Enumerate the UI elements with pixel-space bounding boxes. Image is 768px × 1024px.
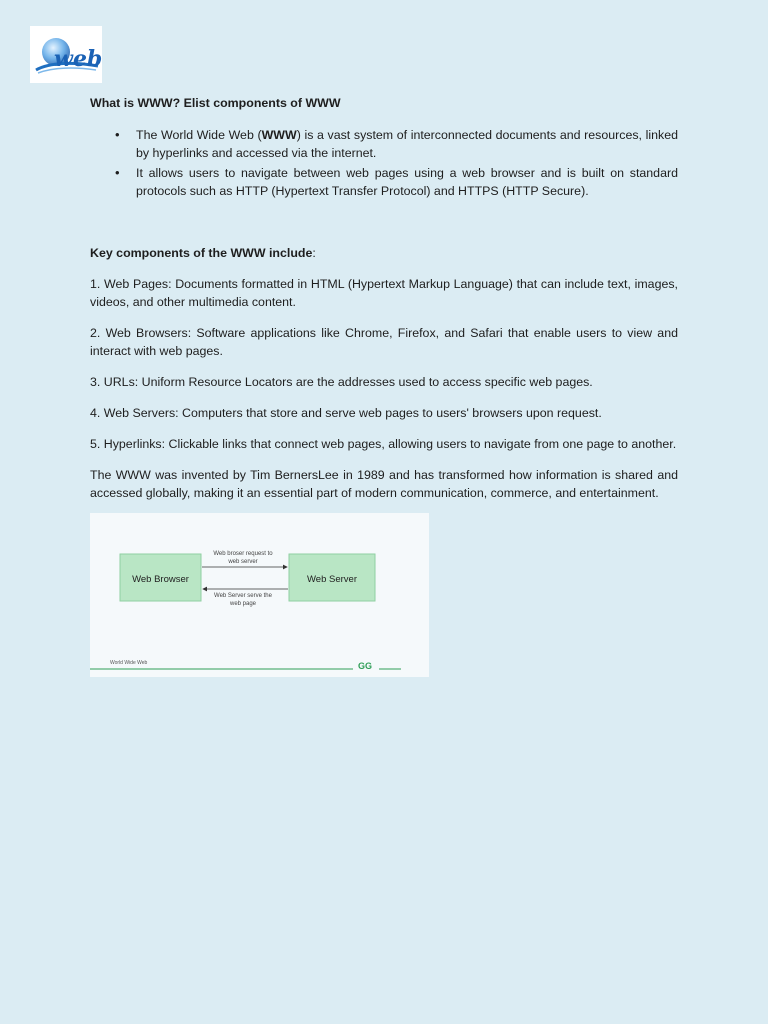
bullet-text-after: ) is a vast system of interconnected documents and resources, linked by hyperlinks and accessed via the internet. <box>136 128 678 160</box>
footer-logo: GG <box>358 661 373 671</box>
bullet-text-before: The World Wide Web ( <box>136 128 262 142</box>
web-browser-label: Web Browser <box>132 574 189 585</box>
web-server-label: Web Server <box>307 574 357 585</box>
component-item: 2. Web Browsers: Software applications like Chrome, Firefox, and Safari that enable users to view and interact with web pages. <box>90 326 678 358</box>
www-diagram <box>90 513 429 677</box>
component-item: 4. Web Servers: Computers that store and serve web pages to users' browsers upon request. <box>90 406 602 420</box>
component-item: 5. Hyperlinks: Clickable links that connect web pages, allowing users to navigate from one page to another. <box>90 437 677 451</box>
section-title-colon: : <box>312 246 316 260</box>
footer-caption: World Wide Web <box>110 660 148 666</box>
globe-web-icon <box>30 26 102 83</box>
logo-text: web <box>54 46 102 72</box>
response-label-line1: Web Server serve the <box>214 593 272 599</box>
component-item: 3. URLs: Uniform Resource Locators are the addresses used to access specific web pages. <box>90 375 593 389</box>
section-title-text: Key components of the WWW include <box>90 246 313 260</box>
closing-paragraph: The WWW was invented by Tim BernersLee in 1989 and has transformed how information is shared and accessed globally, making it an essential part of modern communication, commerce, and entertainment. <box>90 468 678 500</box>
component-item: 1. Web Pages: Documents formatted in HTML (Hypertext Markup Language) that can include text, images, videos, and other multimedia content. <box>90 277 678 309</box>
request-label-line2: web server <box>228 559 258 565</box>
page-title: What is WWW? Elist components of WWW <box>90 96 341 110</box>
bullet-bold-term: WWW <box>261 128 297 142</box>
section-title <box>90 244 678 262</box>
web-logo <box>30 26 102 83</box>
list-item: • It allows users to navigate between web pages using a web browser and is built on standard protocols such as HTTP (Hypertext Transfer Protocol) and HTTPS (HTTP Secure). <box>115 164 678 200</box>
request-label-line1: Web broser request to <box>213 551 273 557</box>
response-label-line2: web page <box>229 601 257 607</box>
document-body <box>90 94 678 502</box>
bullet-list <box>90 126 678 200</box>
list-item <box>115 126 678 162</box>
